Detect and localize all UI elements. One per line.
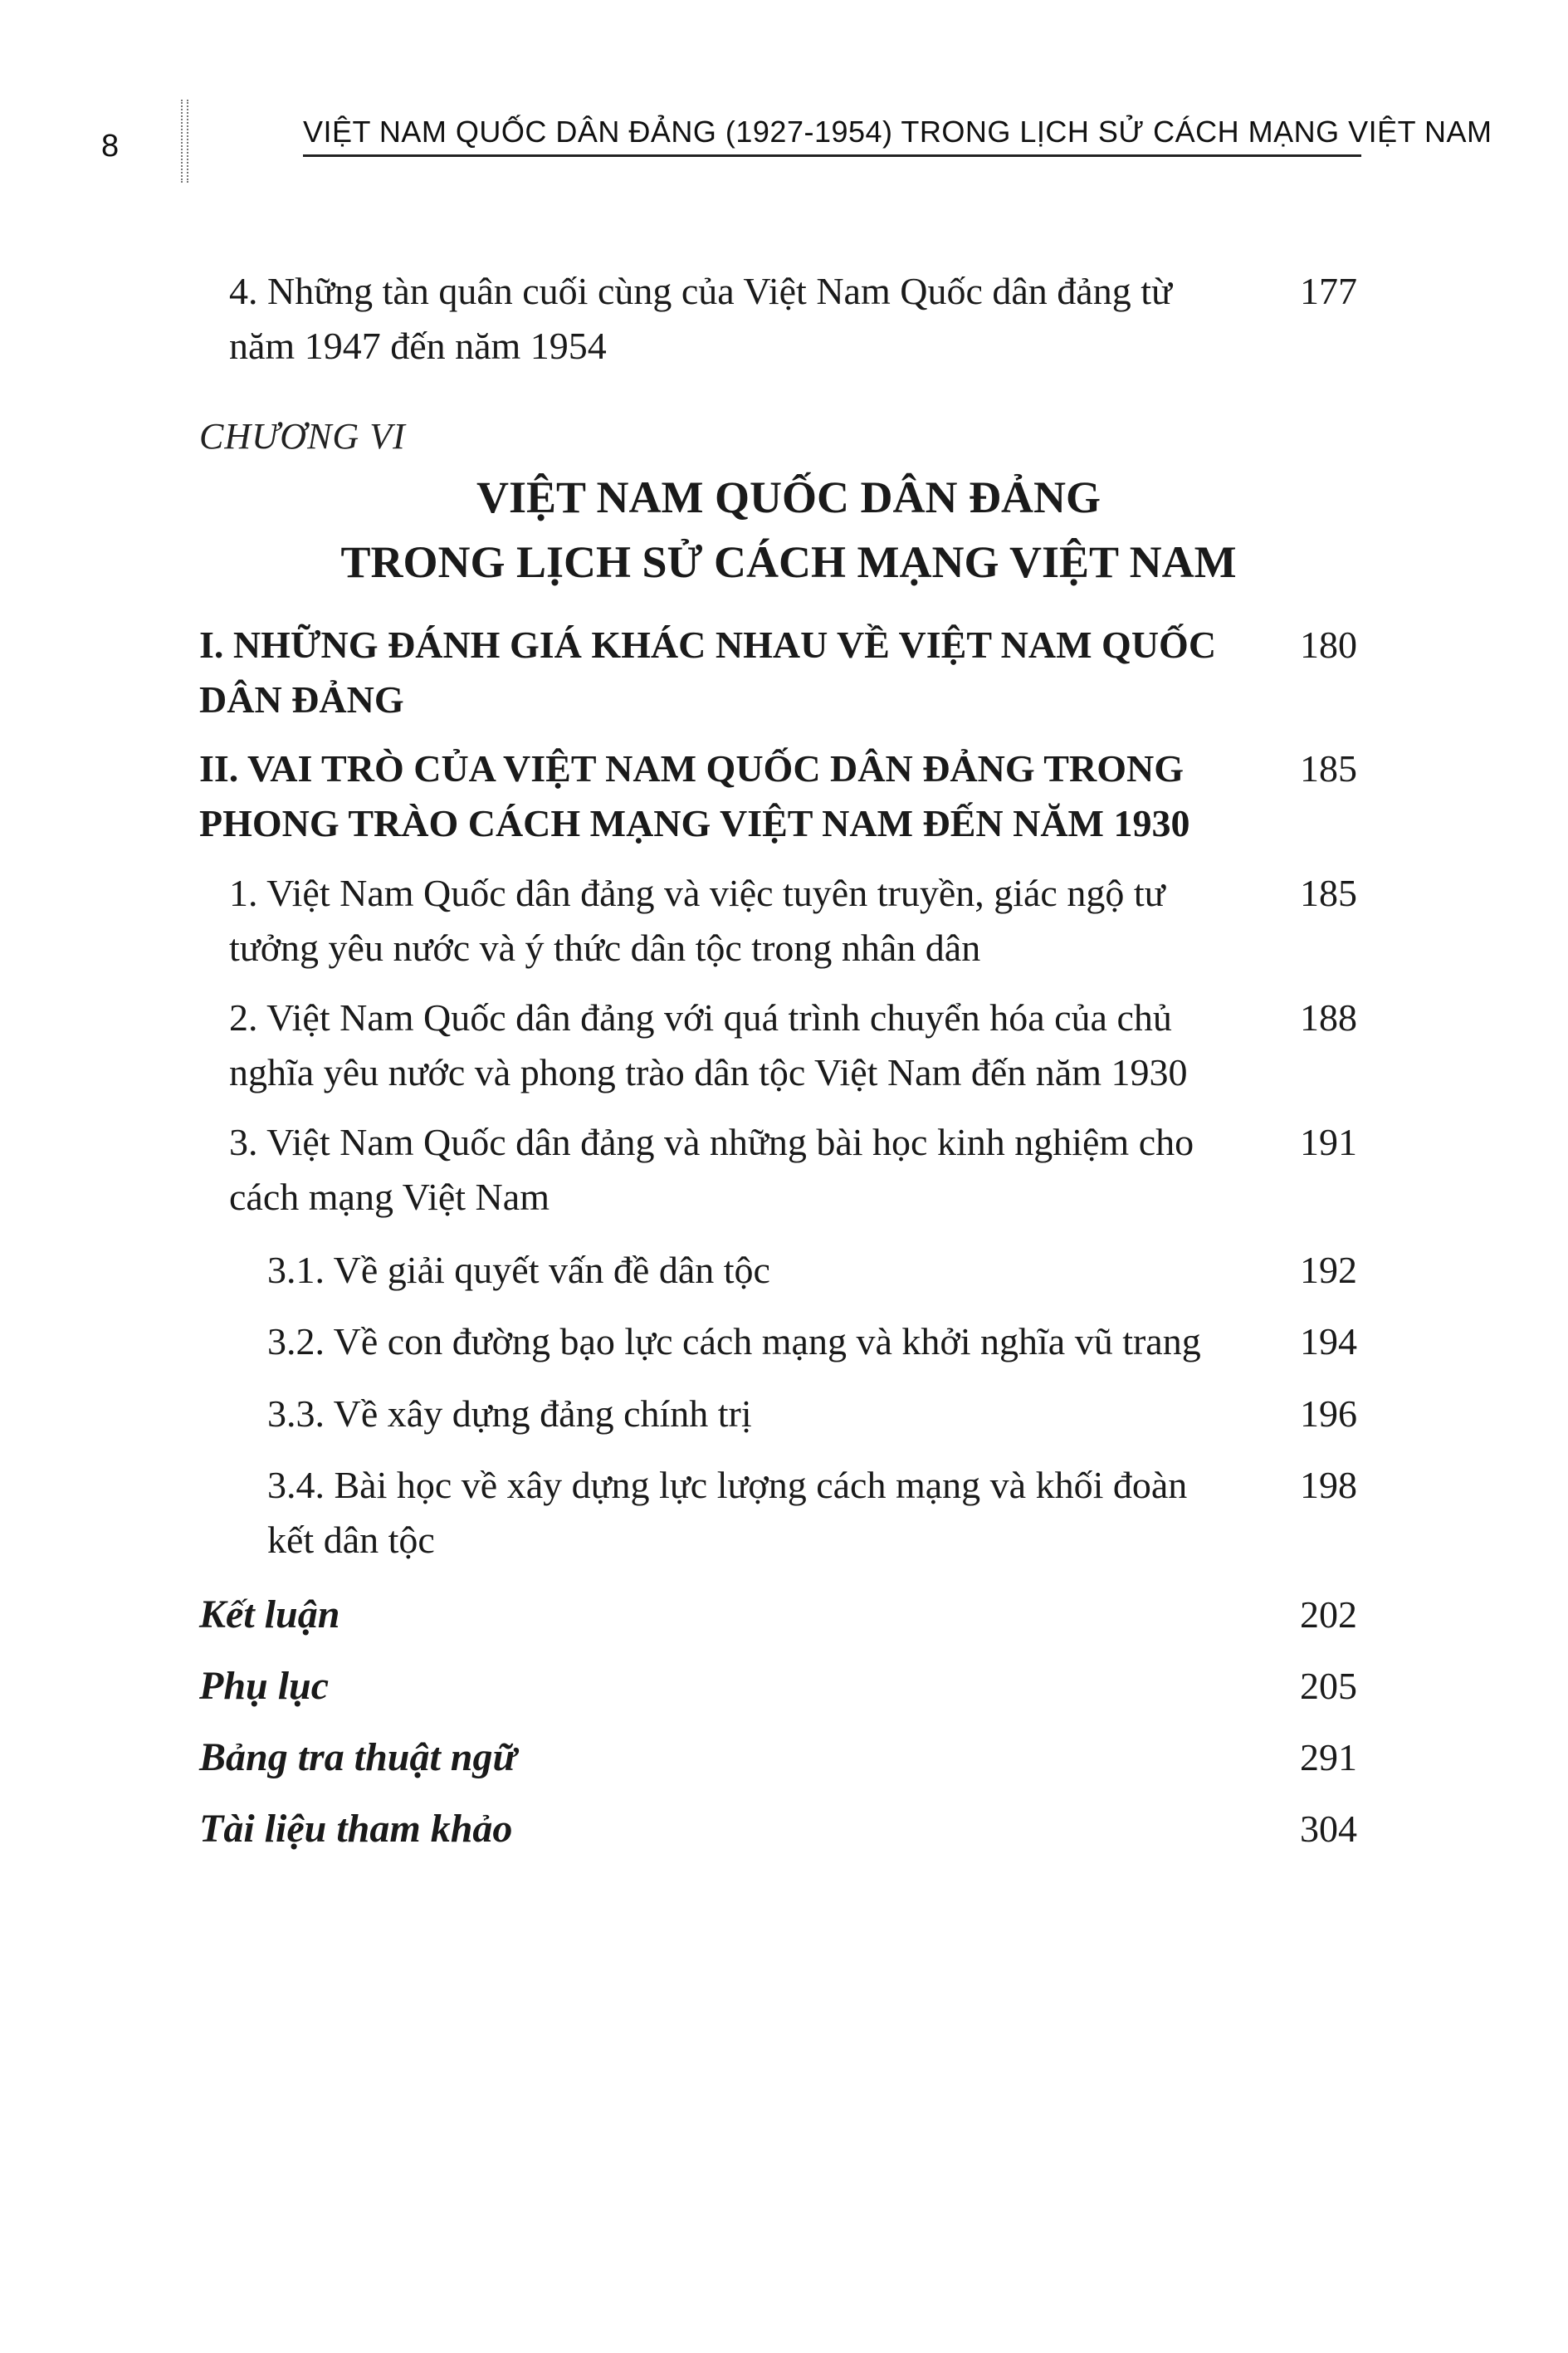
toc-subsubsection-line: 3.1. Về giải quyết vấn đề dân tộc <box>267 1249 770 1291</box>
toc-backmatter[interactable]: Kết luận <box>199 1592 340 1636</box>
toc-backmatter[interactable]: Tài liệu tham khảo <box>199 1807 513 1851</box>
toc-section-line: PHONG TRÀO CÁCH MẠNG VIỆT NAM ĐẾN NĂM 1930 <box>199 802 1190 844</box>
toc-section-line: DÂN ĐẢNG <box>199 678 404 721</box>
toc-subsection-line: nghĩa yêu nước và phong trào dân tộc Việt Nam đến năm 1930 <box>229 1051 1188 1093</box>
toc-page-number: 202 <box>1300 1593 1357 1636</box>
toc-subsubsection[interactable] <box>267 1458 1263 1568</box>
toc-subsubsection-line: 3.3. Về xây dựng đảng chính trị <box>267 1392 752 1435</box>
toc-backmatter[interactable]: Phụ lục <box>199 1664 330 1708</box>
toc-page-number: 198 <box>1300 1464 1357 1506</box>
chapter-label: CHƯƠNG VI <box>199 416 406 457</box>
toc-section-line: II. VAI TRÒ CỦA VIỆT NAM QUỐC DÂN ĐẢNG TRONG <box>199 747 1184 790</box>
toc-page-number: 185 <box>1300 747 1357 790</box>
toc-subsection-line: 2. Việt Nam Quốc dân đảng với quá trình chuyển hóa của chủ <box>229 996 1172 1039</box>
toc-subsection-line: 1. Việt Nam Quốc dân đảng và việc tuyên truyền, giác ngộ tư <box>229 872 1165 914</box>
toc-page-number: 192 <box>1300 1249 1357 1291</box>
toc-subsubsection[interactable] <box>267 1314 1263 1369</box>
page-number: 8 <box>101 129 120 164</box>
toc-page-number: 180 <box>1300 624 1357 666</box>
toc-subsection[interactable] <box>229 866 1258 976</box>
toc-subsubsection[interactable] <box>267 1387 1263 1441</box>
toc-subsubsection-line: kết dân tộc <box>267 1519 435 1561</box>
toc-page-number: 177 <box>1300 270 1357 312</box>
toc-page-number: 205 <box>1300 1665 1357 1707</box>
toc-page-number: 188 <box>1300 996 1357 1039</box>
toc-subsection-line: cách mạng Việt Nam <box>229 1176 550 1218</box>
toc-entry-line: 4. Những tàn quân cuối cùng của Việt Nam Quốc dân đảng từ <box>229 270 1172 312</box>
toc-page-number: 191 <box>1300 1121 1357 1163</box>
chapter-title: VIỆT NAM QUỐC DÂN ĐẢNG <box>476 472 1102 522</box>
toc-page-number: 194 <box>1300 1320 1357 1362</box>
toc-page-number: 304 <box>1300 1808 1357 1850</box>
toc-subsection[interactable] <box>229 991 1258 1100</box>
toc-page-number: 185 <box>1300 872 1357 914</box>
margin-rule <box>181 100 188 183</box>
toc-page-number: 291 <box>1300 1736 1357 1778</box>
toc-subsection-line: 3. Việt Nam Quốc dân đảng và những bài học kinh nghiệm cho <box>229 1121 1194 1163</box>
running-title: VIỆT NAM QUỐC DÂN ĐẢNG (1927-1954) TRONG LỊCH SỬ CÁCH MẠNG VIỆT NAM <box>303 115 1492 149</box>
toc-subsubsection-line: 3.2. Về con đường bạo lực cách mạng và khởi nghĩa vũ trang <box>267 1320 1201 1362</box>
toc-entry[interactable] <box>229 264 1242 374</box>
toc-backmatter[interactable]: Bảng tra thuật ngữ <box>199 1735 517 1779</box>
toc-section-line: I. NHỮNG ĐÁNH GIÁ KHÁC NHAU VỀ VIỆT NAM QUỐC <box>199 624 1217 666</box>
toc-section[interactable] <box>199 741 1270 851</box>
header-rule <box>303 154 1361 157</box>
chapter-title: TRONG LỊCH SỬ CÁCH MẠNG VIỆT NAM <box>340 537 1237 587</box>
toc-entry-line: năm 1947 đến năm 1954 <box>229 325 607 367</box>
toc-subsubsection[interactable] <box>267 1243 1263 1298</box>
toc-page-number: 196 <box>1300 1392 1357 1435</box>
toc-subsection-line: tưởng yêu nước và ý thức dân tộc trong nhân dân <box>229 927 981 969</box>
toc-subsubsection-line: 3.4. Bài học về xây dựng lực lượng cách mạng và khối đoàn <box>267 1464 1188 1506</box>
toc-subsection[interactable] <box>229 1115 1258 1225</box>
toc-section[interactable] <box>199 618 1262 727</box>
